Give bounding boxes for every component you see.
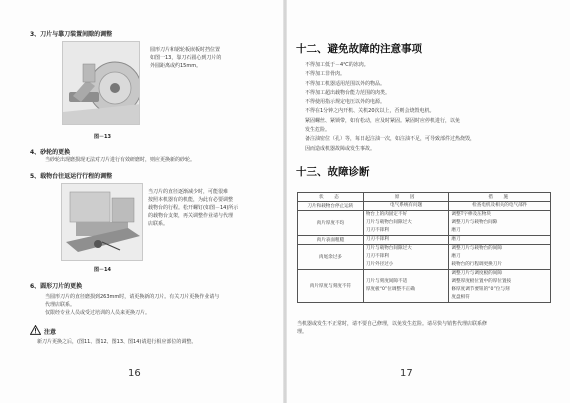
page-number-left: 16 <box>128 368 141 379</box>
list-item: 备注油密位（孔）等，每日起注油一次，如注油不足，可导致部件过热烧毁， <box>305 136 476 143</box>
column-header-state: 状 态 <box>298 193 364 202</box>
section-5-text: 当刀片的直径逐渐减少时，可能很难 按照本机器有的机能，为此有必要调整 载物台的行程。松开螺钉(如图－14)所示 的载物台支架，再关调整作业请与代理 店联系。 <box>148 189 239 227</box>
table-row: 肉片表面粗糙 刀刃不锋利 磨刀 <box>298 236 551 245</box>
note-text: 新刀片更换之后，(图11、图12、图13、图14)请进行相应部位的调整。 <box>37 339 197 345</box>
section-4-title: 4、砂轮的更换 <box>30 149 71 156</box>
table-row: 肉片厚度与刻度不符 刀片与刻度间隙不适 厚度板“0”位调整不正确 调整刀片与调度板的间隙 调整厚度板位置中的厚位置按 修厚度调节要钮的“0”位与刻 度盘相符 <box>298 270 551 303</box>
section-12-title: 十二、避免故障的注意事项 <box>296 43 422 55</box>
section-13-title: 十三、故障诊断 <box>296 166 370 178</box>
list-item: 紧固螺丝、紧锁带，如有松动，应及时紧固。紧固时应停机进行，以免 <box>305 117 461 124</box>
list-item: 因而造成机器故障或发生事故。 <box>305 145 376 152</box>
list-item: 不得使用指示规定电压以外的电源。 <box>305 99 386 106</box>
warning-icon <box>30 325 41 335</box>
list-item: 发生危险。 <box>305 127 331 134</box>
section-3-title: 3、刀片与靠刀装置间隙的调整 <box>30 31 113 38</box>
list-item: 不得加工非骨肉。 <box>305 71 346 78</box>
table-row: 肉尾余过多 刀片与载物台间隙过大 刀刃不锋利 刀片外径过小 调整刀片与载物台的间隙 磨刀 载物台的行程调更换刀片 <box>298 245 551 270</box>
column-header-measure: 措 施 <box>449 193 551 202</box>
note-label: 注意 <box>44 329 57 336</box>
list-item: 不得加工机器适用范围以外的物品。 <box>305 80 386 87</box>
figure-14 <box>61 183 143 261</box>
table-row: 肉片厚度不均 物台上的肉固定不好 刀片与载物台间隙过大 刀刃不锋利 调整T字棒及压物块 调整刀片与载物台间隙 磨刀 <box>298 211 551 236</box>
figure-13-caption: 图－13 <box>94 134 111 140</box>
list-item: 不得加工低于－4℃的冻肉。 <box>305 62 369 68</box>
table-row: 刀片和载物台停止运转 电气系统有问题 检查电机及相关的电气部件 <box>298 202 551 211</box>
column-header-cause: 原 因 <box>363 193 449 202</box>
page-number-right: 17 <box>400 368 413 379</box>
left-page <box>0 0 284 403</box>
section-3-text: 圆形刀片和锯轮板嵌板时挡位置 如图一13，靠刀石圆心到刀片的 外圆距离或约15mm。 <box>150 47 222 69</box>
figure-13 <box>62 41 140 125</box>
right-page <box>286 0 570 403</box>
troubleshooting-table <box>297 192 551 303</box>
precautions-list <box>305 61 475 154</box>
section-5-title: 5、载物台往返运行行程的调整 <box>30 173 113 180</box>
section-6-text: 当圆形刀片的直径磨损到263mm时，请更换新的刀片。有关刀片更换作业请与 代理店联系。 仅限经专业人员或受过培训的人员来更换刀片。 <box>45 294 220 316</box>
table-header-row <box>298 193 551 202</box>
footer-note: 当机器或发生不正常时，请不要自己修理，以免发生危险。请尽快与销售代理店联系修 理。 <box>297 321 488 335</box>
list-item: 不得加工超出载物台能力范围的肉类。 <box>305 89 391 96</box>
section-4-text: 当砂轮出现磨损现无法对刀片进行有效研磨时，则应更换新的砂轮。 <box>45 157 196 163</box>
section-6-title: 6、圆形刀片的更换 <box>30 283 83 290</box>
figure-14-caption: 图－14 <box>94 267 111 273</box>
list-item: 不得在1分钟之内开机、关机20次以上，否则会烧毁电机。 <box>305 108 435 115</box>
